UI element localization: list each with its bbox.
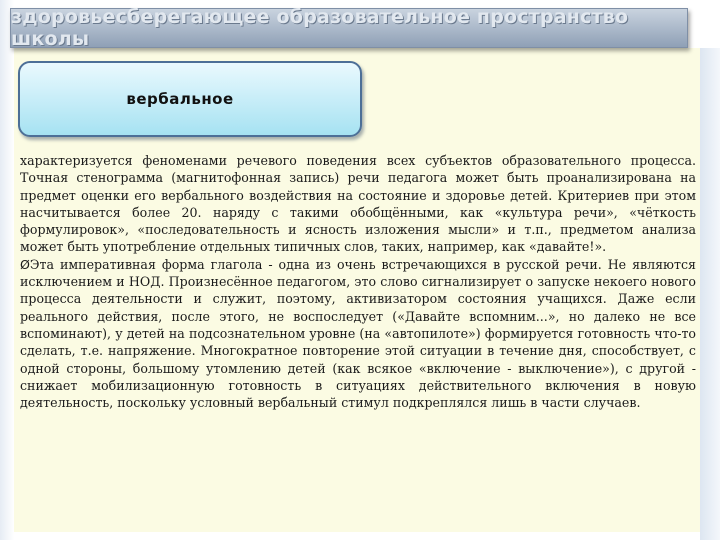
right-gradient-strip: [700, 48, 720, 540]
left-gradient-strip: [0, 0, 14, 540]
paragraph-2: [20, 256, 696, 412]
slide-title: здоровьесберегающее образовательное пространство школы: [11, 6, 629, 50]
topic-label: вербальное: [126, 90, 234, 108]
paragraph-2-text: Эта императивная форма глагола - одна из очень встречающихся в русской речи. Не являются исключением и НОД. Произнесённое педагогом, это слово сигнализирует о запуске некоего нового процесса деятельности и служит, поэтому, активизатором состояния учащихся. Даже если реального действия, после этого, не воспоследует («Давайте вспомним...», но далеко не все вспоминают), у детей на подсознательном уровне (на «автопилоте») формируется готовность что-то сделать, т.е. напряжение. Многократное повторение этой ситуации в течение дня, способствует, с одной стороны, большому утомлению детей (как всякое «включение - выключение»), с другой - снижает мобилизационную готовность в ситуациях действительного включения в новую деятельность, поскольку условный вербальный стимул подкреплялся лишь в части случаев.: [20, 256, 696, 411]
paragraph-1: характеризуется феноменами речевого поведения всех субъектов образовательного процесса. Точная стенограмма (магнитофонная запись) речи педагога может быть проанализирована на предмет оценки его вербального воздействия на состояние и здоровье детей. Критериев при этом насчитывается более 20. наряду с такими обобщёнными, как «культура речи», «чёткость формулировок», «последовательность и ясность изложения мысли» и т.п., предметом анализа может быть употребление отдельных типичных слов, таких, например, как «давайте!».: [20, 153, 696, 255]
arrow-bullet-icon: Ø: [20, 256, 30, 272]
title-bar: [10, 8, 688, 48]
body-text: [20, 152, 696, 411]
topic-label-box: [18, 61, 362, 137]
